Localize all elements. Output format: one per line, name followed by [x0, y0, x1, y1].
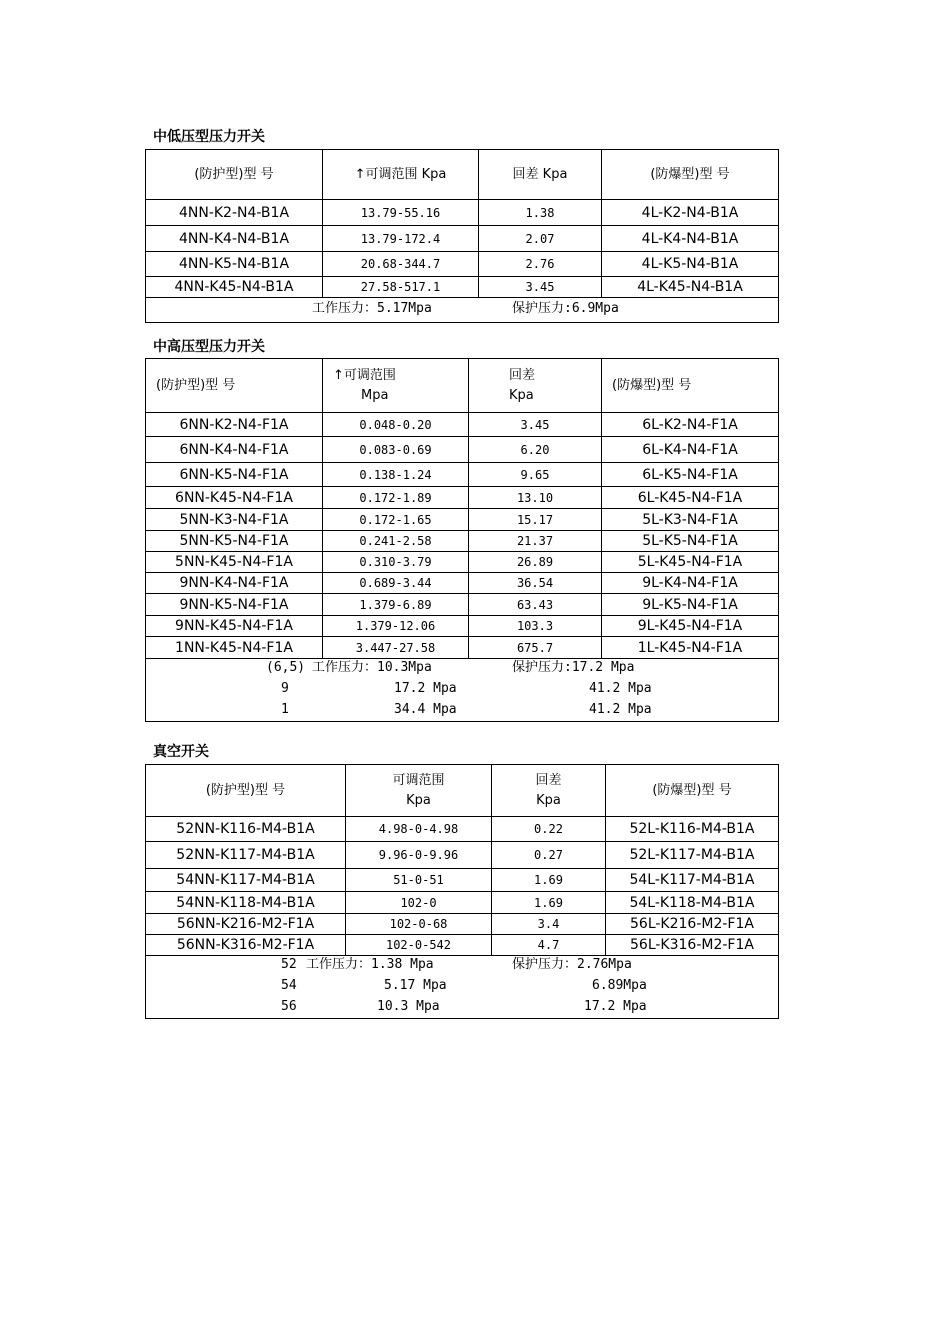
range-cell: 3.447-27.58	[323, 637, 469, 659]
protective-model-cell: 6NN-K45-N4-F1A	[146, 487, 323, 509]
range-cell: 0.138-1.24	[323, 463, 469, 487]
header-differential	[492, 765, 606, 817]
range-cell: 20.68-344.7	[323, 252, 479, 277]
table-row	[146, 252, 779, 277]
table-header-row	[146, 765, 779, 817]
differential-cell: 21.37	[469, 531, 602, 552]
range-cell: 27.58-517.1	[323, 277, 479, 298]
explosion-model-cell: 9L-K5-N4-F1A	[602, 594, 779, 616]
header-range-unit: Mpa	[361, 387, 389, 403]
section-title-high-pressure: 中高压型压力开关	[153, 339, 265, 355]
working-pressure-note: 5.17 Mpa	[384, 978, 447, 993]
differential-cell: 2.76	[479, 252, 602, 277]
differential-cell: 26.89	[469, 552, 602, 573]
explosion-model-cell: 9L-K4-N4-F1A	[602, 573, 779, 594]
range-cell: 0.689-3.44	[323, 573, 469, 594]
table-row	[146, 869, 779, 892]
protective-model-cell: 52NN-K116-M4-B1A	[146, 817, 346, 842]
protective-model-cell: 5NN-K3-N4-F1A	[146, 509, 323, 531]
header-explosion-proof-model: (防爆型)型 号	[602, 359, 779, 413]
header-range-label: ↑可调范围	[333, 367, 396, 383]
protective-model-cell: 6NN-K4-N4-F1A	[146, 437, 323, 463]
explosion-model-cell: 5L-K45-N4-F1A	[602, 552, 779, 573]
differential-cell: 3.45	[469, 413, 602, 437]
protective-model-cell: 54NN-K117-M4-B1A	[146, 869, 346, 892]
header-protective-model: (防护型)型 号	[146, 150, 323, 200]
table-row	[146, 463, 779, 487]
range-cell: 0.083-0.69	[323, 437, 469, 463]
explosion-model-cell: 56L-K316-M2-F1A	[606, 935, 779, 956]
table-header-row	[146, 150, 779, 200]
explosion-model-cell: 54L-K118-M4-B1A	[606, 892, 779, 914]
differential-cell: 1.69	[492, 892, 606, 914]
protective-model-cell: 5NN-K5-N4-F1A	[146, 531, 323, 552]
protective-model-cell: 4NN-K45-N4-B1A	[146, 277, 323, 298]
working-pressure-note: 17.2 Mpa	[394, 681, 457, 696]
pressure-notes-row	[146, 298, 779, 323]
vacuum-switch-table	[145, 764, 779, 1019]
explosion-model-cell: 6L-K5-N4-F1A	[602, 463, 779, 487]
protective-model-cell: 6NN-K5-N4-F1A	[146, 463, 323, 487]
protection-pressure-note: 41.2 Mpa	[589, 702, 652, 717]
differential-cell: 4.7	[492, 935, 606, 956]
working-pressure-note: 工作压力：10.3Mpa	[312, 660, 432, 675]
pressure-notes	[146, 956, 779, 1019]
differential-cell: 3.4	[492, 914, 606, 935]
table-row	[146, 509, 779, 531]
protective-model-cell: 9NN-K5-N4-F1A	[146, 594, 323, 616]
header-explosion-proof-model: (防爆型)型 号	[606, 765, 779, 817]
protective-model-cell: 56NN-K316-M2-F1A	[146, 935, 346, 956]
table-row	[146, 892, 779, 914]
header-differential	[469, 359, 602, 413]
protection-pressure-note: 6.89Mpa	[592, 978, 647, 993]
range-cell: 13.79-172.4	[323, 226, 479, 252]
series-label: 9	[281, 681, 289, 696]
explosion-model-cell: 4L-K5-N4-B1A	[602, 252, 779, 277]
differential-cell: 0.22	[492, 817, 606, 842]
low-pressure-table	[145, 149, 779, 323]
series-label: 52	[281, 957, 297, 972]
range-cell: 1.379-12.06	[323, 616, 469, 637]
range-cell: 102-0	[346, 892, 492, 914]
range-cell: 13.79-55.16	[323, 200, 479, 226]
header-differential-label: 回差	[535, 772, 562, 788]
range-cell: 0.172-1.89	[323, 487, 469, 509]
explosion-model-cell: 4L-K45-N4-B1A	[602, 277, 779, 298]
pressure-notes-row	[146, 659, 779, 722]
explosion-model-cell: 5L-K3-N4-F1A	[602, 509, 779, 531]
header-protective-model: (防护型)型 号	[146, 359, 323, 413]
table-header-row	[146, 359, 779, 413]
range-cell: 0.048-0.20	[323, 413, 469, 437]
protective-model-cell: 4NN-K4-N4-B1A	[146, 226, 323, 252]
explosion-model-cell: 54L-K117-M4-B1A	[606, 869, 779, 892]
header-differential-unit: Kpa	[509, 387, 534, 403]
explosion-model-cell: 5L-K5-N4-F1A	[602, 531, 779, 552]
protective-model-cell: 5NN-K45-N4-F1A	[146, 552, 323, 573]
range-cell: 102-0-542	[346, 935, 492, 956]
range-cell: 102-0-68	[346, 914, 492, 935]
header-differential: 回差 Kpa	[479, 150, 602, 200]
differential-cell: 36.54	[469, 573, 602, 594]
header-differential-label: 回差	[509, 367, 536, 383]
table-row	[146, 616, 779, 637]
table-row	[146, 487, 779, 509]
range-cell: 4.98-0-4.98	[346, 817, 492, 842]
protective-model-cell: 52NN-K117-M4-B1A	[146, 842, 346, 869]
explosion-model-cell: 6L-K4-N4-F1A	[602, 437, 779, 463]
explosion-model-cell: 4L-K2-N4-B1A	[602, 200, 779, 226]
table-row	[146, 573, 779, 594]
header-adjustable-range	[346, 765, 492, 817]
differential-cell: 1.69	[492, 869, 606, 892]
working-pressure-note: 工作压力：5.17Mpa	[312, 301, 432, 316]
header-explosion-proof-model: (防爆型)型 号	[602, 150, 779, 200]
range-cell: 1.379-6.89	[323, 594, 469, 616]
explosion-model-cell: 56L-K216-M2-F1A	[606, 914, 779, 935]
range-cell: 51-0-51	[346, 869, 492, 892]
differential-cell: 3.45	[479, 277, 602, 298]
pressure-notes-row	[146, 956, 779, 1019]
range-cell: 0.310-3.79	[323, 552, 469, 573]
explosion-model-cell: 52L-K116-M4-B1A	[606, 817, 779, 842]
differential-cell: 63.43	[469, 594, 602, 616]
header-range-unit: Kpa	[406, 792, 431, 808]
table-row	[146, 437, 779, 463]
explosion-model-cell: 1L-K45-N4-F1A	[602, 637, 779, 659]
table-row	[146, 637, 779, 659]
protective-model-cell: 4NN-K2-N4-B1A	[146, 200, 323, 226]
explosion-model-cell: 9L-K45-N4-F1A	[602, 616, 779, 637]
table-row	[146, 413, 779, 437]
table-row	[146, 594, 779, 616]
table-row	[146, 914, 779, 935]
protective-model-cell: 1NN-K45-N4-F1A	[146, 637, 323, 659]
working-pressure-note: 工作压力：1.38 Mpa	[306, 957, 434, 972]
section-title-low-pressure: 中低压型压力开关	[153, 129, 265, 145]
series-label: 1	[281, 702, 289, 717]
high-pressure-table	[145, 358, 779, 722]
range-cell: 0.172-1.65	[323, 509, 469, 531]
explosion-model-cell: 6L-K2-N4-F1A	[602, 413, 779, 437]
working-pressure-note: 10.3 Mpa	[377, 999, 440, 1014]
differential-cell: 1.38	[479, 200, 602, 226]
header-differential-unit: Kpa	[536, 792, 561, 808]
differential-cell: 6.20	[469, 437, 602, 463]
series-label: (6,5)	[266, 660, 306, 675]
pressure-notes	[146, 659, 779, 722]
explosion-model-cell: 52L-K117-M4-B1A	[606, 842, 779, 869]
explosion-model-cell: 6L-K45-N4-F1A	[602, 487, 779, 509]
differential-cell: 675.7	[469, 637, 602, 659]
differential-cell: 13.10	[469, 487, 602, 509]
protective-model-cell: 54NN-K118-M4-B1A	[146, 892, 346, 914]
differential-cell: 0.27	[492, 842, 606, 869]
differential-cell: 103.3	[469, 616, 602, 637]
range-cell: 9.96-0-9.96	[346, 842, 492, 869]
table-row	[146, 842, 779, 869]
protection-pressure-note: 41.2 Mpa	[589, 681, 652, 696]
differential-cell: 2.07	[479, 226, 602, 252]
table-row	[146, 817, 779, 842]
protective-model-cell: 9NN-K4-N4-F1A	[146, 573, 323, 594]
table-row	[146, 226, 779, 252]
working-pressure-note: 34.4 Mpa	[394, 702, 457, 717]
series-label: 54	[281, 978, 297, 993]
header-range-label: 可调范围	[392, 772, 445, 788]
table-row	[146, 200, 779, 226]
table-row	[146, 552, 779, 573]
pressure-notes	[146, 298, 779, 323]
protective-model-cell: 6NN-K2-N4-F1A	[146, 413, 323, 437]
table-row	[146, 531, 779, 552]
range-cell: 0.241-2.58	[323, 531, 469, 552]
protection-pressure-note: 17.2 Mpa	[584, 999, 647, 1014]
protective-model-cell: 56NN-K216-M2-F1A	[146, 914, 346, 935]
protection-pressure-note: 保护压力：2.76Mpa	[512, 957, 632, 972]
header-protective-model: (防护型)型 号	[146, 765, 346, 817]
series-label: 56	[281, 999, 297, 1014]
explosion-model-cell: 4L-K4-N4-B1A	[602, 226, 779, 252]
differential-cell: 9.65	[469, 463, 602, 487]
header-adjustable-range: ↑可调范围 Kpa	[323, 150, 479, 200]
table-row	[146, 277, 779, 298]
header-adjustable-range	[323, 359, 469, 413]
protective-model-cell: 4NN-K5-N4-B1A	[146, 252, 323, 277]
section-title-vacuum: 真空开关	[153, 744, 209, 760]
protection-pressure-note: 保护压力:6.9Mpa	[512, 301, 619, 316]
protection-pressure-note: 保护压力:17.2 Mpa	[512, 660, 635, 675]
protective-model-cell: 9NN-K45-N4-F1A	[146, 616, 323, 637]
table-row	[146, 935, 779, 956]
differential-cell: 15.17	[469, 509, 602, 531]
